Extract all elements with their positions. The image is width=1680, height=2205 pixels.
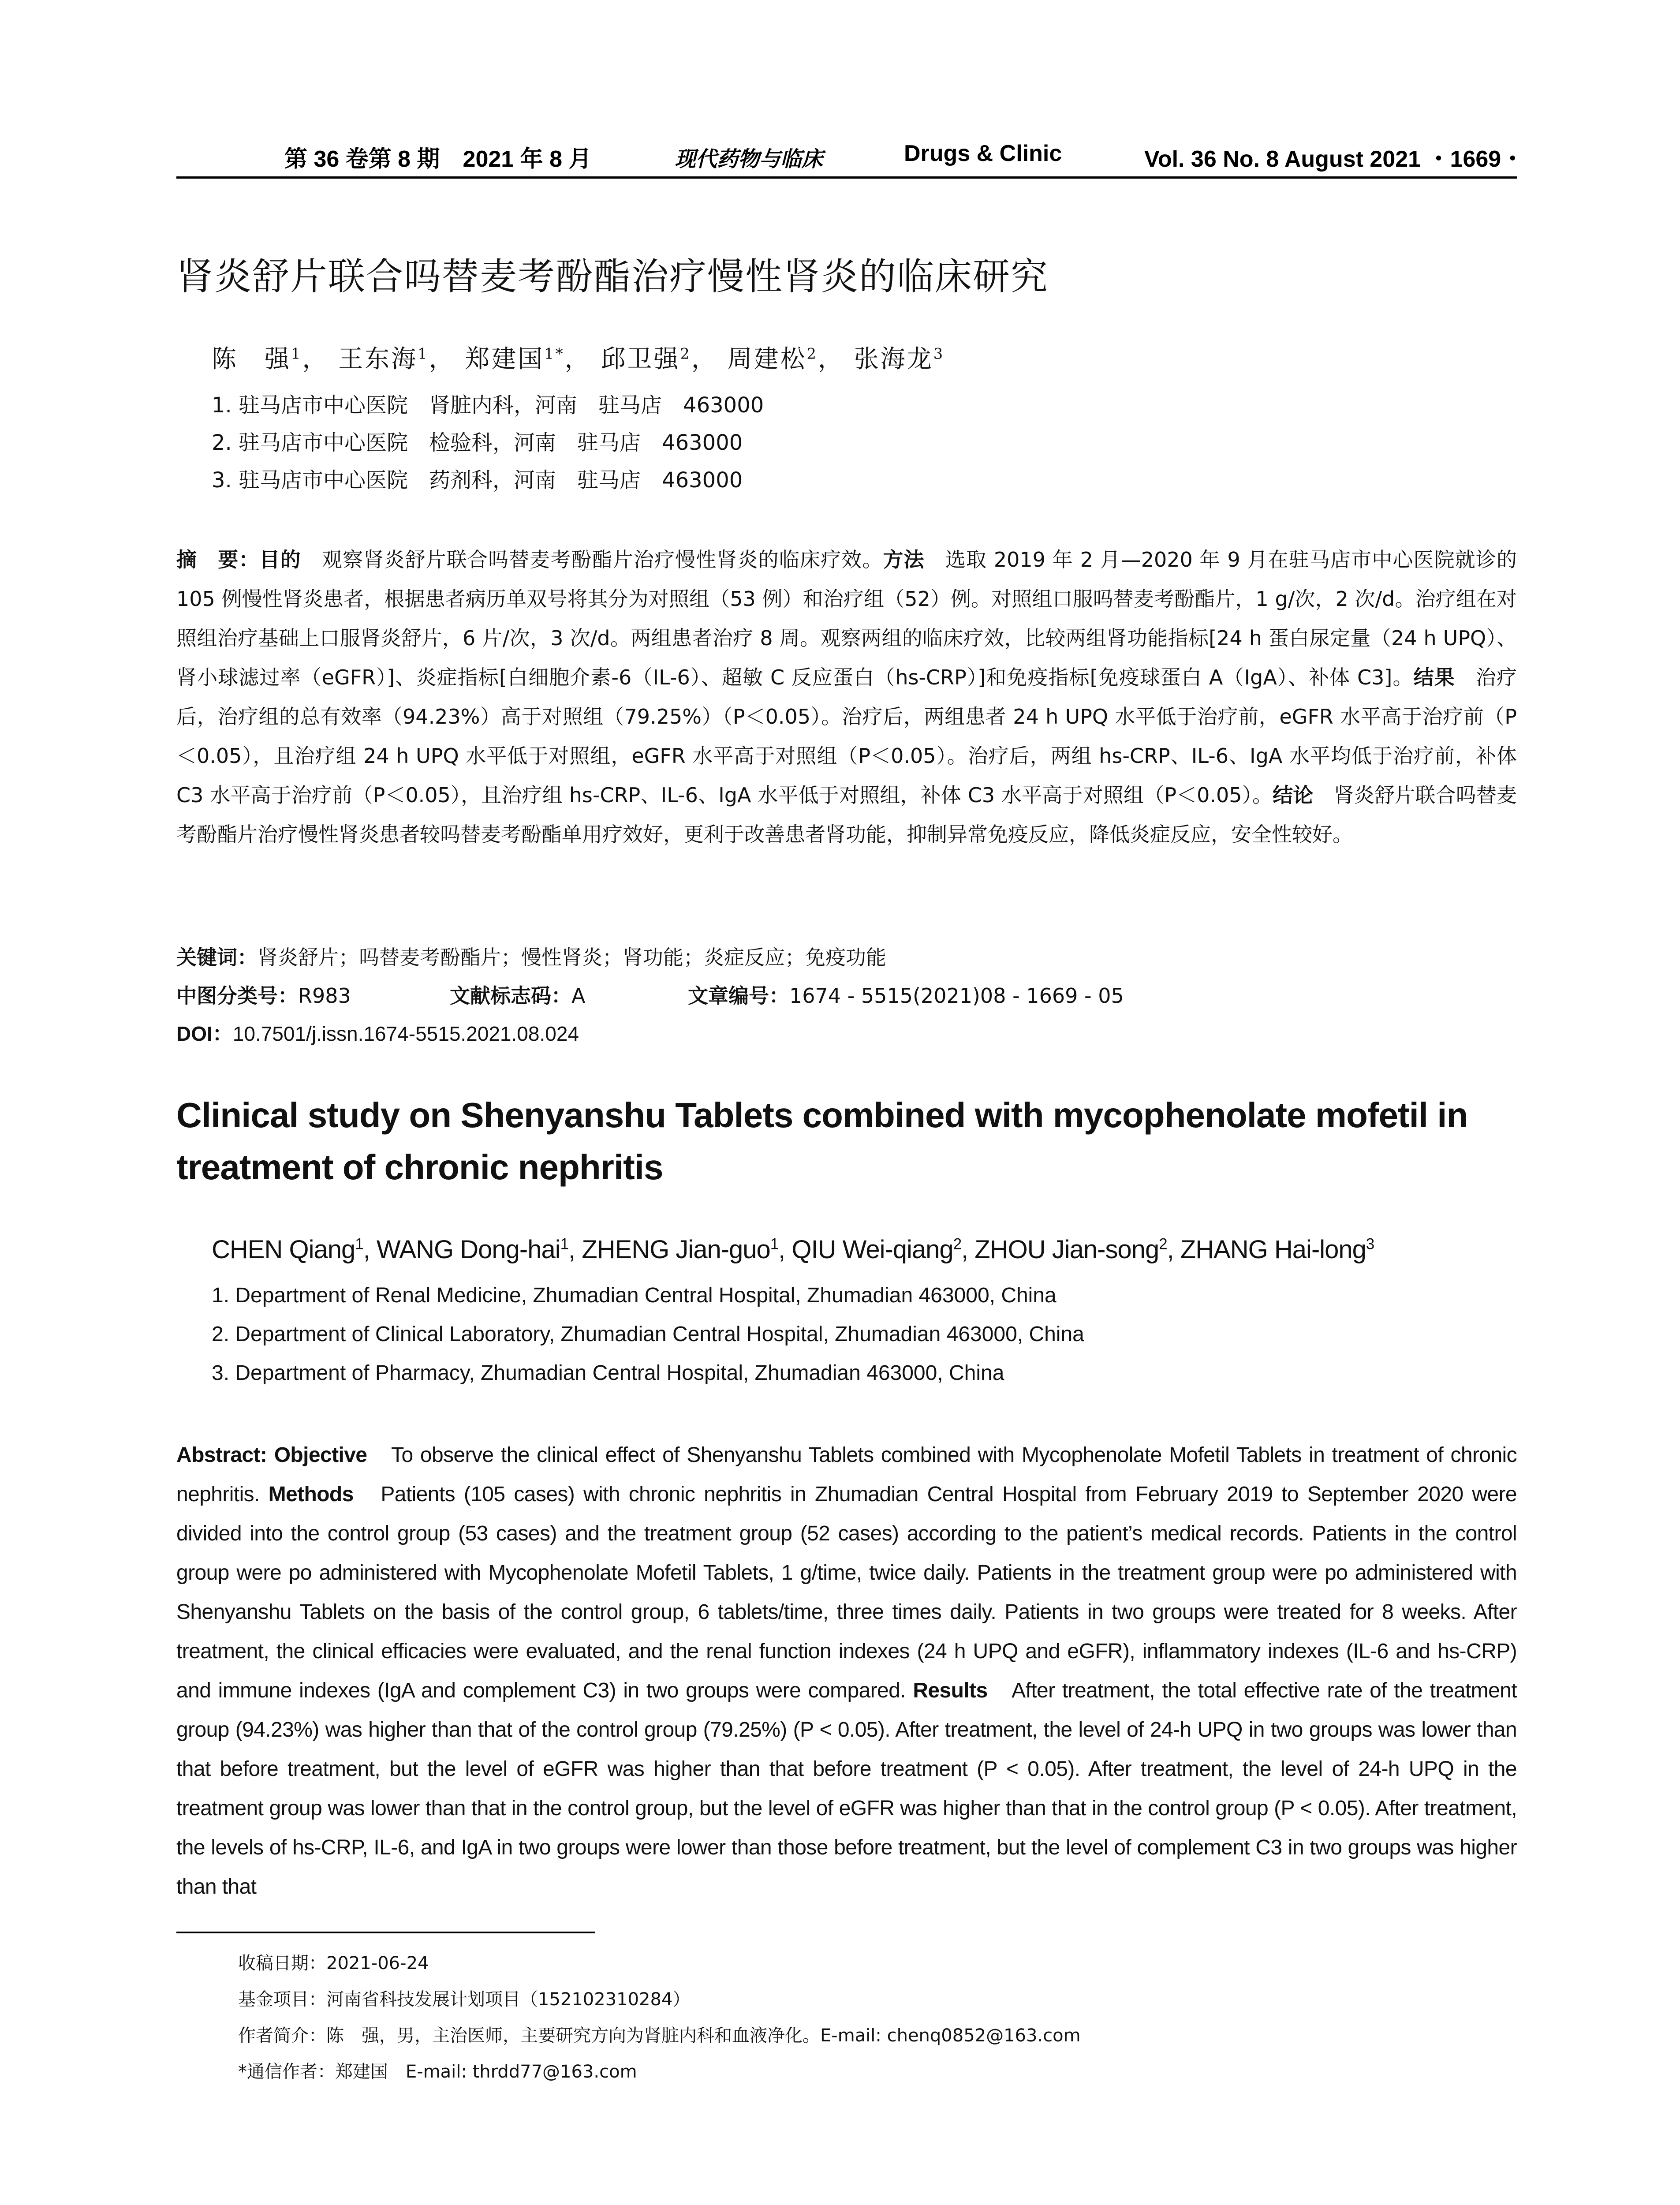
title-en: Clinical study on Shenyanshu Tablets combined with mycophenolate mofetil in treatment of chronic nephritis	[176, 1095, 1468, 1187]
footnote-funding: 基金项目：河南省科技发展计划项目（152102310284）	[238, 1989, 691, 2010]
keywords-cn: 关键词：肾炎舒片；吗替麦考酚酯片；慢性肾炎；肾功能；炎症反应；免疫功能	[176, 946, 886, 969]
author-en: ZHENG Jian-guo$^1$,	[582, 1235, 792, 1264]
abstract-en: Abstract: Objective To observe the clinical effect of Shenyanshu Tablets combined with Mycophenolate Mofetil Tablets in treatment of chronic nephritis. Methods Patients (105 cases) with chronic nephritis in Zhumadian Central Hospital from February 2019 to September 2020 were divided into the control group (53 cases) and the treatment group (52 cases) according to the patient’s medical records. Patients in the control group were po administered with Mycophenolate Mofetil Tablets, 1 g/time, twice daily. Patients in the treatment group were po administered with Shenyanshu Tablets on the basis of the control group, 6 tablets/time, three times daily. Patients in two groups were treated for 8 weeks. After treatment, the clinical efficacies were evaluated, and the renal function indexes (24 h UPQ and eGFR), inflammatory indexes (IL-6 and hs-CRP) and immune indexes (IgA and complement C3) in two groups were compared. Results After treatment, the total effective rate of the treatment group (94.23%) was higher than that of the control group (79.25%) (P < 0.05). After treatment, the level of 24-h UPQ in two groups was lower than that before treatment, but the level of eGFR was higher than that before treatment (P < 0.05). After treatment, the level of 24-h UPQ in the treatment group was lower than that in the control group, but the level of eGFR was higher than that in the control group (P < 0.05). After treatment, the levels of hs-CRP, IL-6, and IgA in two groups were lower than those before treatment, but the level of complement C3 in two groups was higher than that	[176, 1443, 1517, 1899]
header-journal-cn: 现代药物与临床	[675, 147, 823, 172]
authors-en	[212, 1235, 1517, 1264]
header-journal-en: Drugs & Clinic	[904, 141, 1062, 166]
author-cn: 王东海$^1$，	[338, 345, 455, 374]
affiliation-en: 1. Department of Renal Medicine, Zhumadian Central Hospital, Zhumadian 463000, China	[212, 1284, 1057, 1307]
author-cn: 周建松$^2$，	[727, 345, 844, 374]
affiliation-en: 3. Department of Pharmacy, Zhumadian Central Hospital, Zhumadian 463000, China	[212, 1361, 1004, 1385]
author-en: CHEN Qiang$^1$,	[212, 1235, 377, 1264]
author-en: ZHOU Jian-song$^2$,	[974, 1235, 1180, 1264]
header-issue-cn: 第 36 卷第 8 期 2021 年 8 月	[284, 146, 592, 172]
abstract-cn: 摘 要：目的 观察肾炎舒片联合吗替麦考酚酯片治疗慢性肾炎的临床疗效。方法 选取 2019 年 2 月—2020 年 9 月在驻马店市中心医院就诊的 105 例慢性肾炎患者，根据患者病历单双号将其分为对照组（53 例）和治疗组（52）例。对照组口服吗替麦考酚酯片，1 g/次，2 次/d。治疗组在对照组治疗基础上口服肾炎舒片，6 片/次，3 次/d。两组患者治疗 8 周。观察两组的临床疗效，比较两组肾功能指标[24 h 蛋白尿定量（24 h UPQ）、肾小球滤过率（eGFR）]、炎症指标[白细胞介素-6（IL-6）、超敏 C 反应蛋白（hs-CRP）]和免疫指标[免疫球蛋白 A（IgA）、补体 C3]。结果 治疗后，治疗组的总有效率（94.23%）高于对照组（79.25%）（P＜0.05）。治疗后，两组患者 24 h UPQ 水平低于治疗前，eGFR 水平高于治疗前（P＜0.05），且治疗组 24 h UPQ 水平低于对照组，eGFR 水平高于对照组（P＜0.05）。治疗后，两组 hs-CRP、IL-6、IgA 水平均低于治疗前，补体 C3 水平高于治疗前（P＜0.05），且治疗组 hs-CRP、IL-6、IgA 水平低于对照组，补体 C3 水平高于对照组（P＜0.05）。结论 肾炎舒片联合吗替麦考酚酯片治疗慢性肾炎患者较吗替麦考酚酯单用疗效好，更利于改善患者肾功能，抑制异常免疫反应，降低炎症反应，安全性较好。	[176, 548, 1517, 846]
classification-line: 中图分类号：R983 文献标志码：A 文章编号：1674 - 5515(2021)08 - 1669 - 05	[176, 984, 1124, 1008]
author-en: WANG Dong-hai$^1$,	[376, 1235, 582, 1264]
affiliation-cn: 1. 驻马店市中心医院 肾脏内科，河南 驻马店 463000	[212, 393, 764, 418]
affiliation-cn: 3. 驻马店市中心医院 药剂科，河南 驻马店 463000	[212, 468, 743, 493]
author-en: QIU Wei-qiang$^2$,	[791, 1235, 975, 1264]
author-en: ZHANG Hai-long$^3$	[1180, 1235, 1374, 1264]
affiliation-cn: 2. 驻马店市中心医院 检验科，河南 驻马店 463000	[212, 430, 743, 455]
affiliation-en: 2. Department of Clinical Laboratory, Zhumadian Central Hospital, Zhumadian 463000, China	[212, 1323, 1084, 1346]
author-cn: 张海龙$^3$	[854, 345, 945, 374]
author-cn: 郑建国$^{1*}$，	[465, 345, 591, 374]
footnote-received: 收稿日期：2021-06-24	[238, 1953, 429, 1973]
author-cn: 陈 强$^1$，	[212, 345, 329, 374]
header-issue-en: Vol. 36 No. 8 August 2021 ・1669・	[1144, 146, 1524, 172]
footnote-corresponding: *通信作者：郑建国 E-mail: thrdd77@163.com	[238, 2062, 637, 2082]
header-rule	[176, 176, 1517, 179]
authors-cn	[212, 340, 1490, 375]
author-cn: 邱卫强$^2$，	[601, 345, 718, 374]
title-cn: 肾炎舒片联合吗替麦考酚酯治疗慢性肾炎的临床研究	[176, 255, 1049, 298]
footnote-rule	[176, 1932, 595, 1933]
footnote-author-bio: 作者简介：陈 强，男，主治医师，主要研究方向为肾脏内科和血液净化。E-mail: chenq0852@163.com	[238, 2026, 1081, 2046]
doi-line: DOI：10.7501/j.issn.1674-5515.2021.08.024	[176, 1022, 579, 1045]
